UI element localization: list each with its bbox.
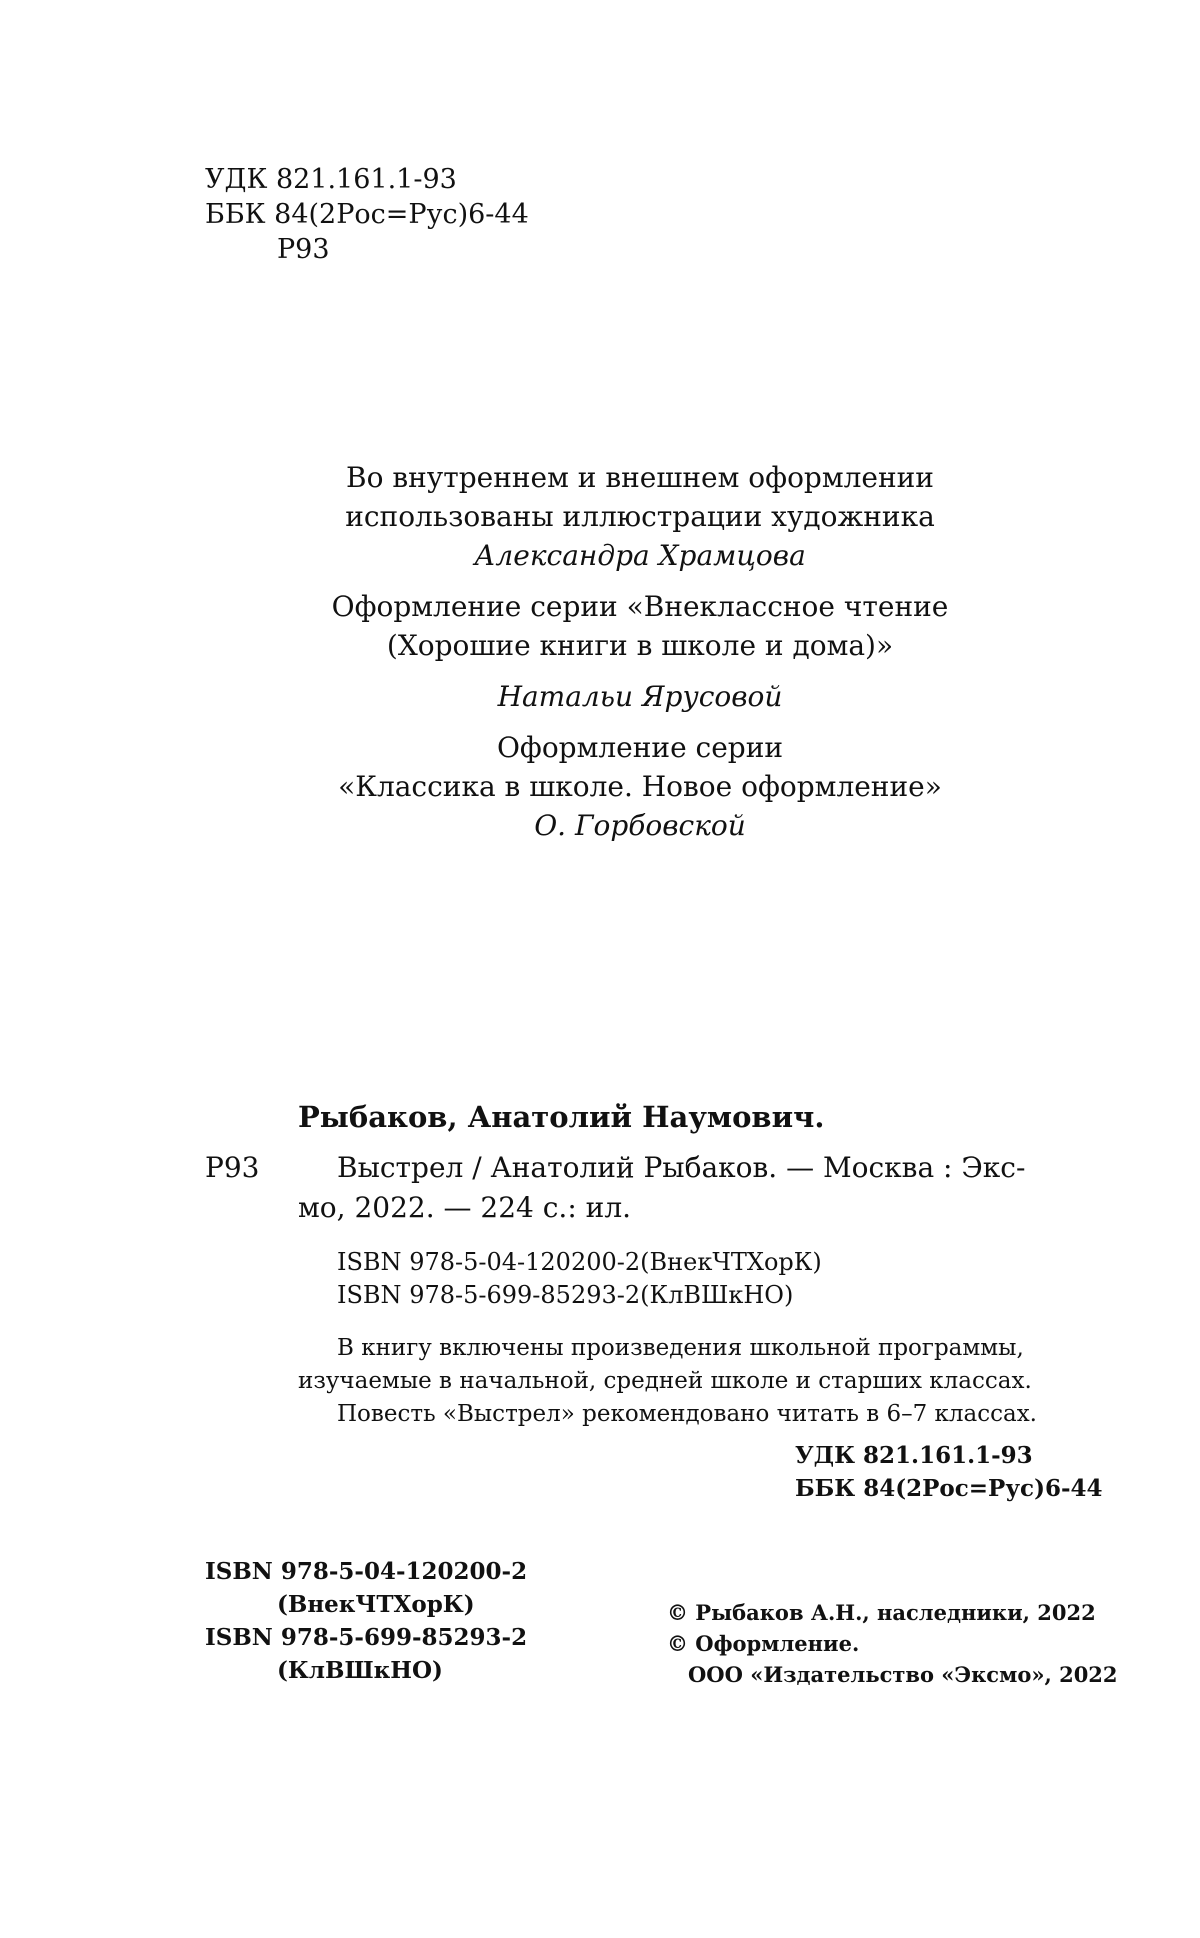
footer-isbn: ISBN 978-5-699-85293-2 bbox=[205, 1624, 528, 1651]
author-code: Р93 bbox=[205, 1151, 260, 1184]
title-line: Выстрел / Анатолий Рыбаков. — Москва : Экс- bbox=[337, 1151, 1026, 1184]
isbn-line: ISBN 978-5-04-120200-2(ВнекЧТХорК) bbox=[337, 1248, 822, 1276]
title-line: мо, 2022. — 224 с.: ил. bbox=[298, 1191, 632, 1224]
credit-line: «Классика в школе. Новое оформление» bbox=[338, 770, 942, 803]
footer-series-code: (ВнекЧТХорК) bbox=[277, 1591, 475, 1618]
annotation-line: Повесть «Выстрел» рекомендовано читать в 6–7 классах. bbox=[337, 1401, 1037, 1427]
author-heading: Рыбаков, Анатолий Наумович. bbox=[298, 1100, 825, 1134]
annotation-line: В книгу включены произведения школьной программы, bbox=[337, 1335, 1024, 1361]
udk-bottom: УДК 821.161.1-93 bbox=[795, 1442, 1033, 1469]
author-code-top: Р93 bbox=[277, 234, 330, 265]
credit-line: Оформление серии bbox=[496, 731, 784, 764]
footer-series-code: (КлВШкНО) bbox=[277, 1657, 443, 1684]
credits-block bbox=[200, 458, 1080, 845]
copyright-line: © Рыбаков А.Н., наследники, 2022 bbox=[667, 1600, 1096, 1625]
credit-line: Во внутреннем и внешнем оформлении bbox=[346, 461, 934, 494]
footer-isbn: ISBN 978-5-04-120200-2 bbox=[205, 1558, 528, 1585]
copyright-line: ООО «Издательство «Эксмо», 2022 bbox=[688, 1662, 1118, 1687]
designer-name: О. Горбовской bbox=[534, 809, 746, 842]
illustrator-name: Александра Храмцова bbox=[474, 539, 806, 572]
bbk-top: ББК 84(2Рос=Рус)6-44 bbox=[205, 199, 529, 230]
credit-line: (Хорошие книги в школе и дома)» bbox=[386, 629, 894, 662]
copyright-line: © Оформление. bbox=[667, 1631, 860, 1656]
designer-name: Натальи Ярусовой bbox=[497, 680, 783, 713]
bbk-bottom: ББК 84(2Рос=Рус)6-44 bbox=[795, 1475, 1103, 1502]
credit-line: Оформление серии «Внеклассное чтение bbox=[331, 590, 949, 623]
isbn-line: ISBN 978-5-699-85293-2(КлВШкНО) bbox=[337, 1281, 794, 1309]
annotation-line: изучаемые в начальной, средней школе и старших классах. bbox=[298, 1368, 1032, 1394]
credit-line: использованы иллюстрации художника bbox=[345, 500, 935, 533]
udk-top: УДК 821.161.1-93 bbox=[205, 164, 457, 195]
